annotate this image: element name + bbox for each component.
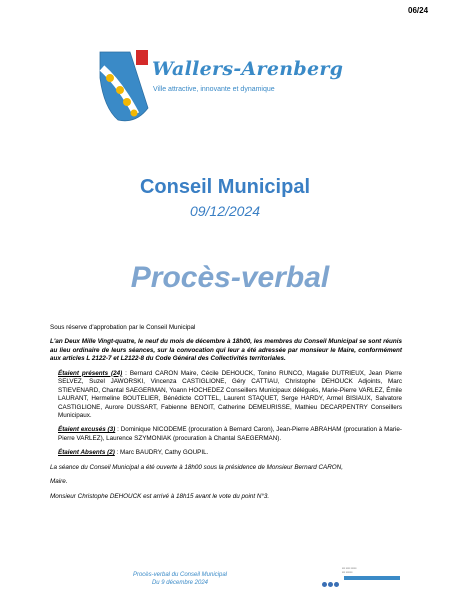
town-logo: [96, 48, 366, 128]
page-number: 06/24: [408, 6, 429, 15]
opening-line: La séance du Conseil Municipal a été ouverte à 18h00 sous la présidence de Monsieur Bernard CARON,: [50, 463, 343, 471]
approval-note: Sous réserve d'approbation par le Conseil Municipal: [50, 324, 196, 331]
document-type: Procès-verbal: [130, 261, 330, 294]
twitter-icon: [328, 582, 333, 587]
arrival-note: Monsieur Christophe DEHOUCK est arrivé à 18h15 avant le vote du point N°3.: [50, 492, 270, 500]
footer-contact-text: ▪▪▪ ▪▪▪▪ ▪▪▪▪▪ ▪▪▪ ▪▪▪▪▪▪: [342, 566, 357, 575]
present-paragraph: [50, 370, 402, 421]
footer-contact-block: [322, 566, 402, 584]
footer: [100, 572, 260, 588]
footer-line2: Du 9 décembre 2024: [151, 579, 209, 586]
intro-paragraph: L'an Deux Mille Vingt-quatre, le neuf du mois de décembre à 18h00, les membres du Conseil Municipal se sont réunis au lieu ordinaire de leurs séances, sur la convocation qui leur a été adressée par monsieur le Maire, conformément aux articles L 2122-7 et L2122-8 du Code Général des Collectivités territoriales.: [50, 338, 402, 363]
opening-line-cont: Maire.: [50, 478, 68, 486]
excused-list: : Dominique NICODEME (procuration à Bernard Caron), Jean-Pierre ABRAHAM (procuration à Marie-Pierre VARLEZ), Laurence SZYMONIAK (procuration à Chantal SAEGERMAN).: [58, 426, 402, 442]
facebook-icon: [322, 582, 327, 587]
absent-list: : Marc BAUDRY, Cathy GOUPIL.: [114, 449, 209, 457]
excused-label: Étaient excusés (3): [58, 426, 116, 434]
instagram-icon: [334, 582, 339, 587]
coat-of-arms-icon: [96, 48, 156, 128]
footer-line1: Procès-verbal du Conseil Municipal: [132, 572, 228, 578]
brand-name: Wallers-Arenberg: [152, 58, 344, 80]
present-list: : Bernard CARON Maire, Cécile DEHOUCK, Tonino RUNCO, Magalie DUTRIEUX, Jean Pierre SELVEZ, Suzel JAWORSKI, Vincenza CASTIGLIONE, Géry CATTIAU, Christophe DEHOUCK Adjoints, Marc STIEVENARD, Chantal SAEGERMAN, Yoann HOCHEDEZ Conseillers Municipaux délégués, Marie-Pierre VARLEZ, Émile LAURANT, Hermeline BOUTELIER, Bénédicte COTTEL, Laurent STAQUET, Serge HARDY, Armel BISIAUX, Salvatore CASTIGLIONE, Aurore DUSSART, Fabienne BENOIT, Catherine DEMEURISSE, Mathieu DECARPENTRY Conseillers Municipaux.: [58, 369, 402, 419]
present-label: Étaient présents (24): [58, 369, 123, 377]
page-title: Conseil Municipal: [139, 176, 311, 198]
social-icons: [322, 574, 340, 592]
website-banner: [344, 576, 400, 580]
brand-tagline: Ville attractive, innovante et dynamique: [153, 86, 275, 93]
meeting-date: 09/12/2024: [189, 203, 261, 219]
absent-label: Étaient Absents (2): [58, 449, 115, 457]
absent-paragraph: [50, 449, 402, 457]
minutes-body: [50, 324, 402, 507]
excused-paragraph: [50, 426, 402, 443]
